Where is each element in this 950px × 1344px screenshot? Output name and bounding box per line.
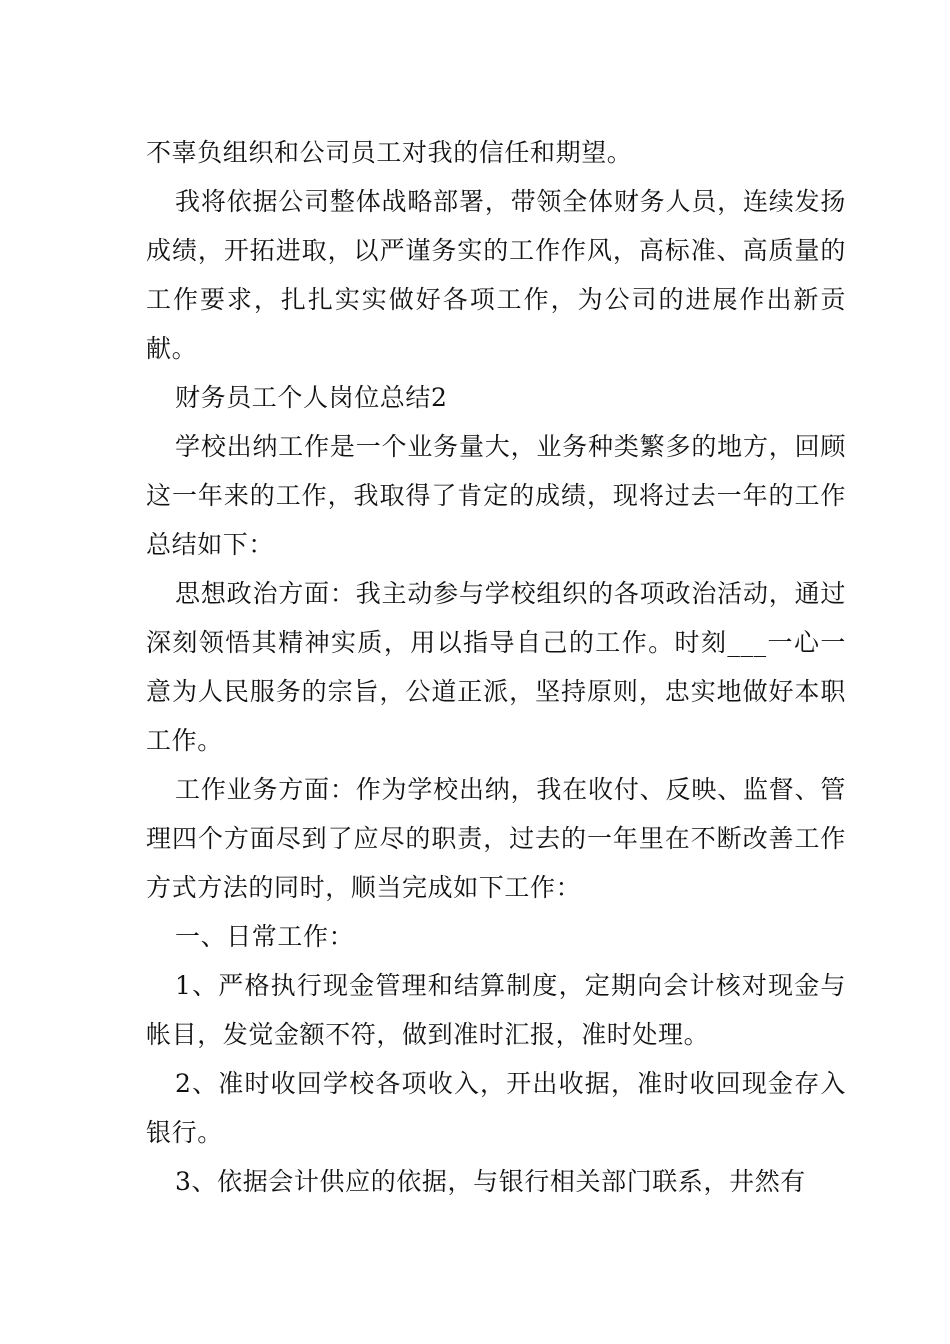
section-heading: 财务员工个人岗位总结2	[175, 383, 448, 412]
list-heading: 一、日常工作：	[175, 922, 355, 951]
paragraph-1: 不辜负组织和公司员工对我的信任和期望。	[146, 138, 633, 167]
paragraph-3: 学校出纳工作是一个业务量大，业务种类繁多的地方，回顾这一年来的工作，我取得了肯定的成绩，现将过去一年的工作总结如下：	[146, 432, 846, 559]
list-item-2: 2、准时收回学校各项收入，开出收据，准时收回现金存入银行。	[146, 1069, 846, 1147]
paragraph-5: 工作业务方面：作为学校出纳，我在收付、反映、监督、管理四个方面尽到了应尽的职责，过去的一年里在不断改善工作方式方法的同时，顺当完成如下工作：	[146, 775, 846, 902]
document-body	[146, 128, 846, 1206]
list-item-3: 3、依据会计供应的依据，与银行相关部门联系，井然有	[175, 1167, 806, 1196]
paragraph-4: 思想政治方面：我主动参与学校组织的各项政治活动，通过深刻领悟其精神实质，用以指导自己的工作。时刻___一心一意为人民服务的宗旨，公道正派，坚持原则，忠实地做好本职工作。	[146, 579, 846, 755]
paragraph-2: 我将依据公司整体战略部署，带领全体财务人员，连续发扬成绩，开拓进取，以严谨务实的工作作风，高标准、高质量的工作要求，扎扎实实做好各项工作，为公司的进展作出新贡献。	[146, 187, 846, 363]
list-item-1: 1、严格执行现金管理和结算制度，定期向会计核对现金与帐目，发觉金额不符，做到准时汇报，准时处理。	[146, 971, 846, 1049]
